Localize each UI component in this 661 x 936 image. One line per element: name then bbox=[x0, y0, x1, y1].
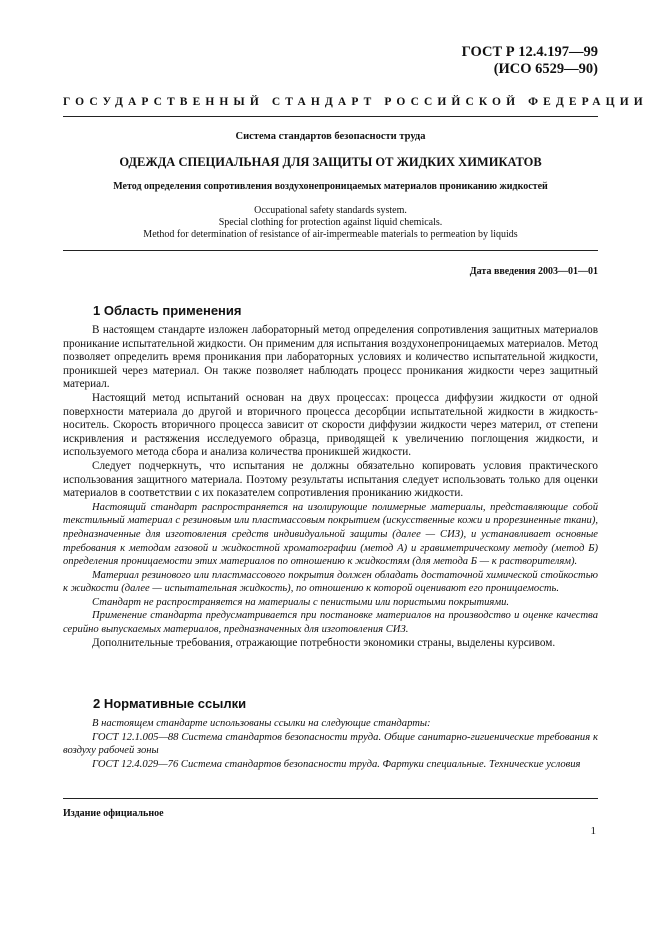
title-rule bbox=[63, 250, 598, 251]
english-title-line: Occupational safety standards system. bbox=[254, 205, 407, 216]
header-rule bbox=[63, 116, 598, 117]
paragraph: Настоящий метод испытаний основан на двух процессах: процесса диффузии жидкости от одной поверхности материала до другой и вторичного процесса десорбции испытательной жидкости в жидкость-носитель. Скорость вторичного процесса зависит от скорости диффузии жидкости через материл, от степени искривления и растяжения исследуемого образца, приводящей к увеличению поглощения жидкости, и используемого метода сбора и анализа количества проникшей жидкости. bbox=[63, 391, 598, 459]
document-subtitle: Метод определения сопротивления воздухонепроницаемых материалов прониканию жидкостей bbox=[113, 181, 548, 192]
page-number: 1 bbox=[590, 825, 596, 837]
paragraph-italic: В настоящем стандарте использованы ссылки на следующие стандарты: bbox=[92, 718, 431, 729]
paragraph: Дополнительные требования, отражающие потребности экономики страны, выделены курсивом. bbox=[92, 636, 556, 649]
paragraph-italic: Стандарт не распространяется на материалы с пенистыми или пористыми покрытиями. bbox=[92, 596, 510, 608]
english-title-line: Method for determination of resistance of air-impermeable materials to permeation by liquids bbox=[143, 229, 518, 240]
introduction-date: Дата введения 2003—01—01 bbox=[469, 266, 598, 277]
paragraph-italic: Настоящий стандарт распространяется на изолирующие полимерные материалы, представляющие собой текстильный материал с резиновым или пластмассовым покрытием (искусственные кожи и прорезиненные ткани), предназначенные для изготовления средств индивидуальной защиты (далее — СИЗ), и устанавливает основные требования к методам газовой и жидкостной хроматографии (метод А) и гравиметрическому методу (метод Б) определения проницаемости этих материалов по отношению к жидкостям (для метода Б — к растворителям). bbox=[63, 501, 598, 568]
section-2-body bbox=[63, 717, 598, 771]
english-title-line: Special clothing for protection against liquid chemicals. bbox=[218, 217, 443, 228]
english-title bbox=[63, 205, 598, 241]
section-2-heading: 2 Нормативные ссылки bbox=[93, 696, 247, 711]
state-standard-heading: ГОСУДАРСТВЕННЫЙ СТАНДАРТ РОССИЙСКОЙ ФЕДЕРАЦИИ bbox=[63, 96, 648, 108]
document-title: ОДЕЖДА СПЕЦИАЛЬНАЯ ДЛЯ ЗАЩИТЫ ОТ ЖИДКИХ ХИМИКАТОВ bbox=[119, 155, 542, 169]
paragraph-italic: Применение стандарта предусматривается при постановке материалов на производство и оценке качества серийно выпускаемых материалов, предназначенных для изготовления СИЗ. bbox=[63, 610, 598, 636]
paragraph-italic: ГОСТ 12.1.005—88 Система стандартов безопасности труда. Общие санитарно-гигиенические требования к воздуху рабочей зоны bbox=[63, 731, 598, 757]
paragraph-italic: Материал резинового или пластмассового покрытия должен обладать достаточной химической стойкостью к жидкости (далее — испытательная жидкость), по отношению к которой оценивают его проницаемость. bbox=[63, 569, 598, 595]
iso-number: (ИСО 6529—90) bbox=[493, 61, 598, 77]
paragraph-italic: ГОСТ 12.4.029—76 Система стандартов безопасности труда. Фартуки специальные. Технические условия bbox=[92, 758, 581, 770]
section-1-body bbox=[63, 324, 598, 650]
paragraph: В настоящем стандарте изложен лабораторный метод определения сопротивления защитных материалов проникание испытательной жидкости. Он применим для испытания воздухонепроницаемых материалов. Метод позволяет определить время проникания при лабораторных условиях и количество испытательной жидкости, проникшей через материал. Он также позволяет наблюдать процесс проникания жидкости через защитный материал. bbox=[63, 324, 598, 391]
standard-code bbox=[462, 44, 598, 78]
official-edition-label: Издание официальное bbox=[63, 808, 164, 819]
footer-rule bbox=[63, 798, 598, 799]
paragraph: Следует подчеркнуть, что испытания не должны обязательно копировать условия практического использования защитного материала. Поэтому результаты испытания следует использовать только для оценки материалов в соответствии с их показателем сопротивления прониканию жидкости. bbox=[63, 459, 598, 500]
gost-number: ГОСТ Р 12.4.197—99 bbox=[461, 44, 598, 60]
series-title: Система стандартов безопасности труда bbox=[235, 131, 426, 142]
section-1-heading: 1 Область применения bbox=[93, 303, 242, 318]
